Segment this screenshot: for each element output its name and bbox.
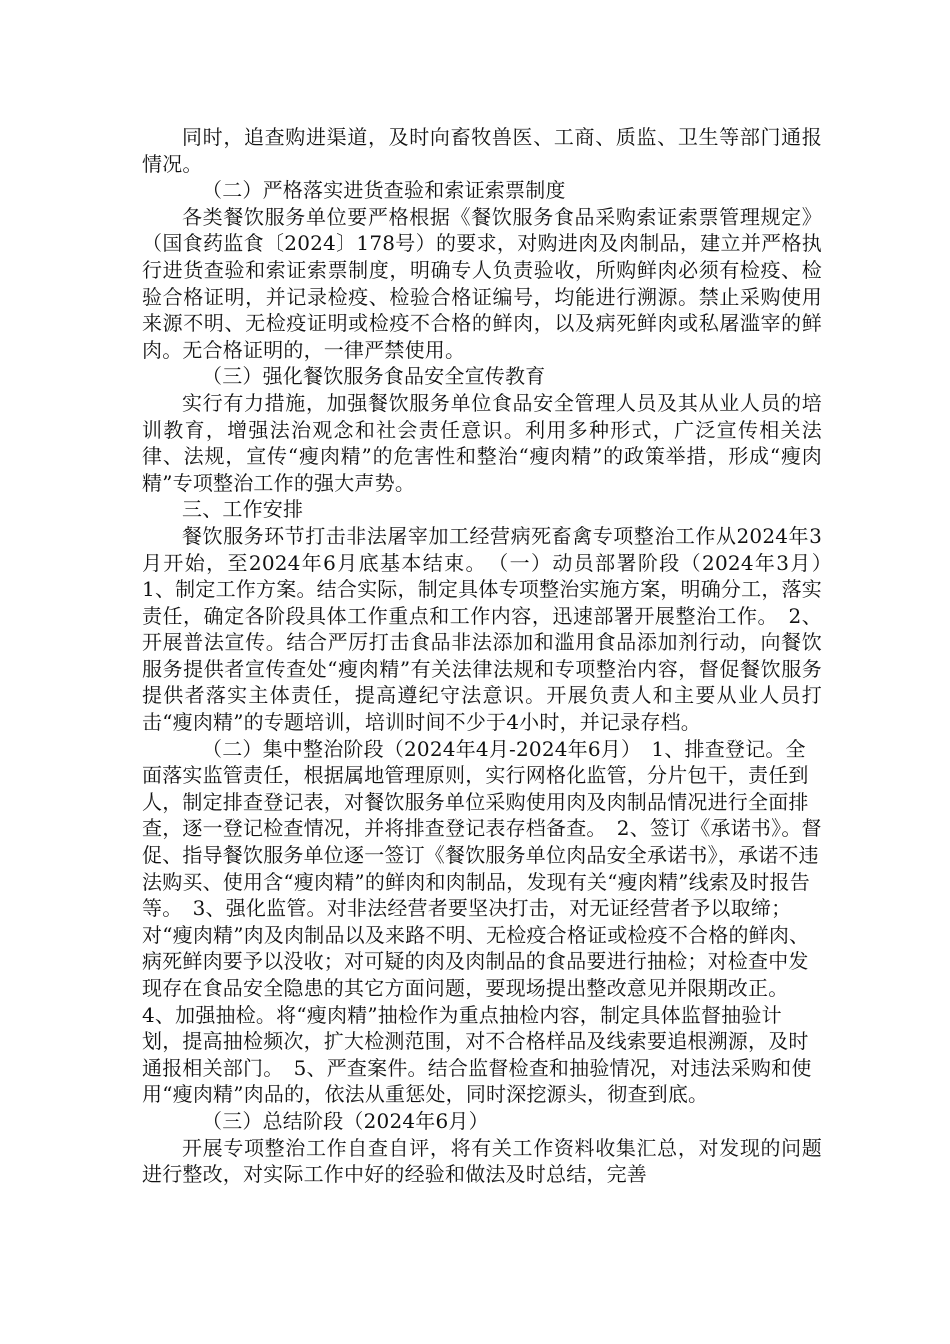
- paragraph-summary-stage: 开展专项整治工作自查自评，将有关工作资料收集汇总，对发现的问题进行整改，对实际工作中好的经验和做法及时总结，完善: [142, 1135, 822, 1187]
- section-heading-work-arrangement: 三、工作安排: [182, 497, 304, 522]
- section-heading-purchase-inspection: （二）严格落实进货查验和索证索票制度: [202, 178, 566, 203]
- section-heading-summary-stage: （三）总结阶段（2024年6月）: [202, 1108, 489, 1133]
- paragraph-safety-education: 实行有力措施，加强餐饮服务单位食品安全管理人员及其从业人员的培训教育，增强法治观念和社会责任意识。利用多种形式，广泛宣传相关法律、法规，宣传“瘦肉精”的危害性和整治“瘦肉精”的政策举措，形成“瘦肉精”专项整治工作的强大声势。: [142, 390, 822, 495]
- paragraph-traceability: 同时，追查购进渠道，及时向畜牧兽医、工商、质监、卫生等部门通报情况。: [142, 125, 822, 176]
- document-body: [142, 124, 843, 1188]
- paragraph-purchase-inspection: 各类餐饮服务单位要严格根据《餐饮服务食品采购索证索票管理规定》（国食药监食〔2024〕178号）的要求，对购进肉及肉制品，建立并严格执行进货查验和索证索票制度，明确专人负责验收，所购鲜肉必须有检疫、检验合格证明，并记录检疫、检验合格证编号，均能进行溯源。禁止采购使用来源不明、无检疫证明或检疫不合格的鲜肉，以及病死鲜肉或私屠滥宰的鲜肉。无合格证明的，一律严禁使用。: [142, 204, 822, 362]
- section-heading-safety-education: （三）强化餐饮服务食品安全宣传教育: [202, 364, 546, 389]
- paragraph-mobilization-stage: 餐饮服务环节打击非法屠宰加工经营病死畜禽专项整治工作从2024年3月开始，至2024年6月底基本结束。 （一）动员部署阶段（2024年3月） 1、制定工作方案。结合实际，制定具体专项整治实施方案，明确分工，落实责任，确定各阶段具体工作重点和工作内容，迅速部署开展整治工作。 2、开展普法宣传。结合严厉打击食品非法添加和滥用食品添加剂行动，向餐饮服务提供者宣传查处“瘦肉精”有关法律法规和专项整治内容，督促餐饮服务提供者落实主体责任，提高遵纪守法意识。开展负责人和主要从业人员打击“瘦肉精”的专题培训，培训时间不少于4小时，并记录存档。: [142, 523, 843, 735]
- paragraph-rectification-stage: （二）集中整治阶段（2024年4月-2024年6月） 1、排查登记。全面落实监管责任，根据属地管理原则，实行网格化监管，分片包干，责任到人，制定排查登记表，对餐饮服务单位采购使用肉及肉制品情况进行全面排查，逐一登记检查情况，并将排查登记表存档备查。 2、签订《承诺书》。督促、指导餐饮服务单位逐一签订《餐饮服务单位肉品安全承诺书》，承诺不违法购买、使用含“瘦肉精”的鲜肉和肉制品，发现有关“瘦肉精”线索及时报告等。 3、强化监管。对非法经营者要坚决打击，对无证经营者予以取缔；对“瘦肉精”肉及肉制品以及来路不明、无检疫合格证或检疫不合格的鲜肉、病死鲜肉要予以没收；对可疑的肉及肉制品的食品要进行抽检；对检查中发现存在食品安全隐患的其它方面问题，要现场提出整改意见并限期改正。 4、加强抽检。将“瘦肉精”抽检作为重点抽检内容，制定具体监督抽验计划，提高抽检频次，扩大检测范围，对不合格样品及线索要追根溯源，及时通报相关部门。 5、严查案件。结合监督检查和抽验情况，对违法采购和使用“瘦肉精”肉品的，依法从重惩处，同时深挖源头，彻查到底。: [142, 736, 822, 1107]
